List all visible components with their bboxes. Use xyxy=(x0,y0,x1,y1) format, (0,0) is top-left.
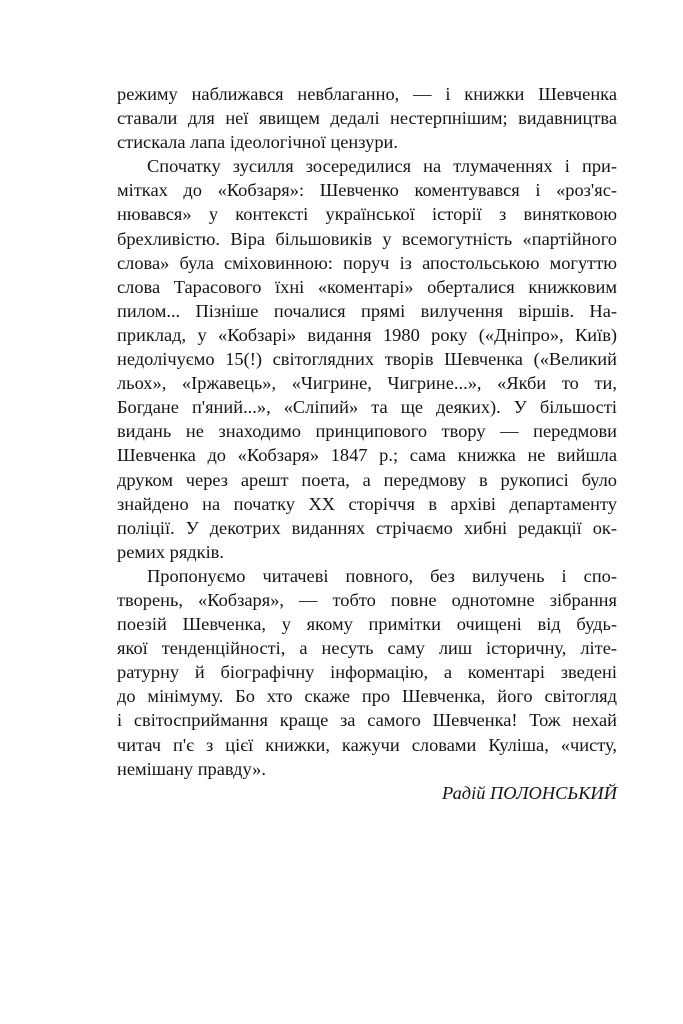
text-line: режиму наближався невблаганно, — і книжки Шевченка xyxy=(117,84,617,104)
text-line: знайдено на початку ХХ сторіччя в архіві департаменту xyxy=(117,493,617,514)
body-text xyxy=(117,82,617,805)
text-line: Богдане п'яний...», «Сліпий» та ще деяких). У більшості xyxy=(117,397,617,418)
paragraph-3 xyxy=(117,564,617,781)
paragraph-2 xyxy=(117,154,617,564)
text-line: ставали для неї явищем дедалі нестерпнішим; видавництва xyxy=(117,108,617,129)
text-line: слова Тарасового їхні «коментарі» оберталися книжковим xyxy=(117,276,617,297)
paragraph-1 xyxy=(117,82,617,154)
text-line: видань не знаходимо принципового твору — передмови xyxy=(117,421,617,442)
text-line: друком через арешт поета, а передмову в рукописі було xyxy=(117,469,617,490)
text-line: до мінімуму. Бо хто скаже про Шевченка, його світогляд xyxy=(117,686,617,707)
text-line: Пропонуємо читачеві повного, без вилучень і спо- xyxy=(147,565,617,586)
text-line: нювався» у контексті української історії з винятковою xyxy=(117,204,617,225)
text-line: поезій Шевченка, у якому примітки очищені від будь- xyxy=(117,614,617,635)
text-line: і світосприймання краще за самого Шевченка! Тож нехай xyxy=(117,710,617,731)
text-line: поліції. У декотрих виданнях стрічаємо хибні редакції ок- xyxy=(117,517,617,538)
text-line: брехливістю. Віра більшовиків у всемогутність «партійного xyxy=(117,228,617,249)
text-line: льох», «Іржавець», «Чигрине, Чигрине...», «Якби то ти, xyxy=(117,373,617,394)
text-line: якої тенденційності, а несуть саму лиш історичну, літе- xyxy=(117,638,617,659)
text-line: Шевченка до «Кобзаря» 1847 р.; сама книжка не вийшла xyxy=(117,445,617,466)
text-line: мітках до «Кобзаря»: Шевченко коментувався і «роз'яс- xyxy=(117,180,617,201)
text-line: слова» була сміховинною: поруч із апостольською могуттю xyxy=(117,252,617,273)
text-line: ремих рядків. xyxy=(117,541,224,562)
author-signature: Радій ПОЛОНСЬКИЙ xyxy=(442,782,617,803)
text-line: немішану правду». xyxy=(117,758,266,779)
text-line: стискала лапа ідеологічної цензури. xyxy=(117,132,398,153)
text-line: Спочатку зусилля зосередилися на тлумаченнях і при- xyxy=(147,156,617,177)
text-line: ратурну й біографічну інформацію, а коментарі зведені xyxy=(117,662,617,683)
text-line: приклад, у «Кобзарі» видання 1980 року («Дніпро», Київ) xyxy=(117,324,617,345)
text-line: пилом... Пізніше почалися прямі вилучення віршів. На- xyxy=(117,300,617,321)
text-line: читач п'є з цієї книжки, кажучи словами Куліша, «чисту, xyxy=(117,734,617,755)
text-line: творень, «Кобзаря», — тобто повне однотомне зібрання xyxy=(117,589,617,610)
text-line: недолічуємо 15(!) світоглядних творів Шевченка («Великий xyxy=(117,349,617,370)
